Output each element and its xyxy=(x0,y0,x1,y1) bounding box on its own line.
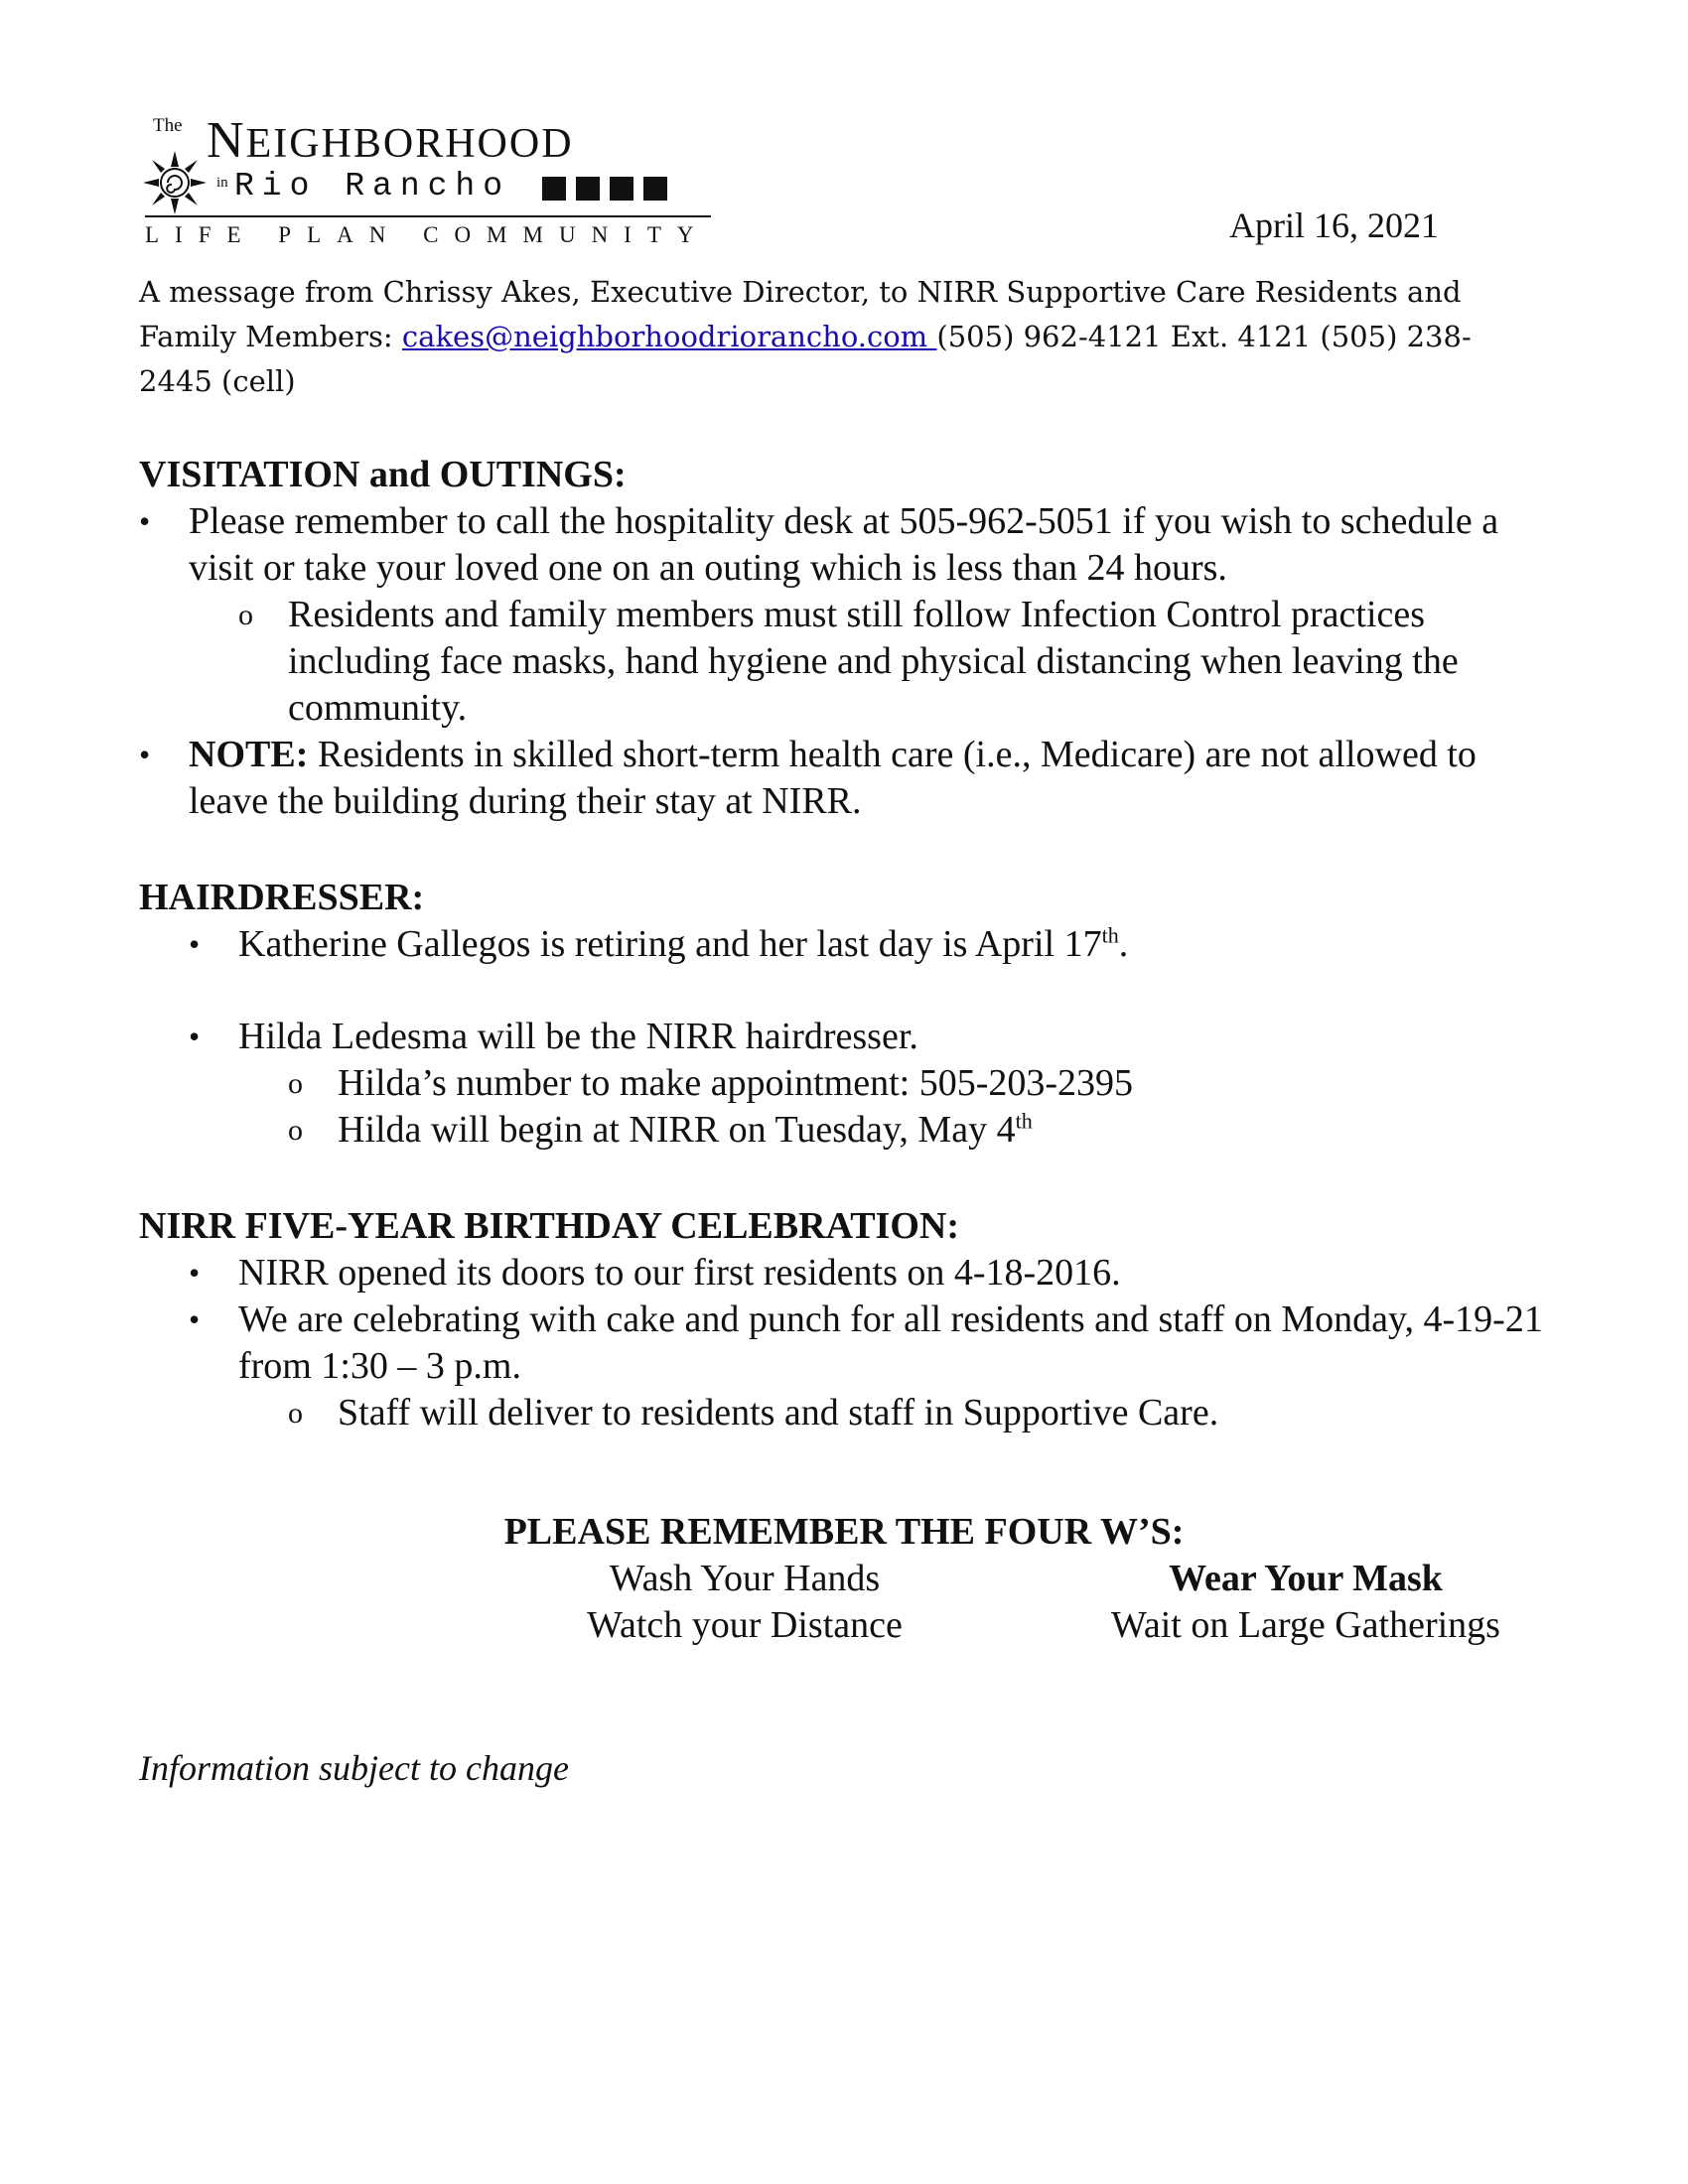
logo-squares xyxy=(542,177,667,201)
logo-the-text: The xyxy=(153,115,183,136)
intro-text: A message from Chrissy Akes, Executive Director, to NIRR Supportive Care Residents and Family Members: xyxy=(139,275,1462,353)
email-link[interactable]: cakes@neighborhoodriorancho.com xyxy=(401,320,937,353)
list-subitem: o Residents and family members must still follow Infection Control practices including face masks, hand hygiene and physical distancing when leaving the community. xyxy=(139,592,1549,732)
birthday-heading: NIRR FIVE-YEAR BIRTHDAY CELEBRATION: xyxy=(139,1205,959,1247)
hairdresser-heading: HAIRDRESSER: xyxy=(139,877,425,918)
four-ws-block xyxy=(0,1509,1688,1649)
list-subitem: o Hilda’s number to make appointment: 505-203-2395 xyxy=(139,1060,1549,1107)
list-item xyxy=(139,732,1549,825)
intro-phone-text: (505) 962-4121 Ext. 4121 (505) 238-2445 (cell) xyxy=(139,320,1472,398)
visitation-heading: VISITATION and OUTINGS: xyxy=(139,454,627,495)
list-item: • NIRR opened its doors to our first residents on 4-18-2016. xyxy=(139,1250,1549,1297)
list-subitem: o Hilda will begin at NIRR on Tuesday, May 4th xyxy=(139,1107,1549,1154)
intro-paragraph xyxy=(139,270,1509,404)
four-ws-heading: PLEASE REMEMBER THE FOUR W’S: xyxy=(503,1511,1185,1553)
letter-date: April 16, 2021 xyxy=(1229,205,1439,245)
four-ws-item: Watch your Distance xyxy=(587,1604,903,1646)
four-ws-item: Wear Your Mask xyxy=(1169,1558,1443,1599)
note-label: NOTE: xyxy=(189,734,309,775)
community-logo xyxy=(139,111,715,250)
list-item: • We are celebrating with cake and punch for all residents and staff on Monday, 4-19-21 from 1:30 – 3 p.m. xyxy=(139,1297,1549,1390)
birthday-list xyxy=(139,1250,1549,1436)
logo-name: NEIGHBORHOOD xyxy=(207,112,574,169)
logo-city: Rio Rancho xyxy=(234,168,511,205)
logo-divider xyxy=(145,215,711,217)
note-text: Residents in skilled short-term health care (i.e., Medicare) are not allowed to leave the building during their stay at NIRR. xyxy=(189,734,1477,822)
letter-body xyxy=(139,452,1549,1436)
list-subitem: o Staff will deliver to residents and staff in Supportive Care. xyxy=(139,1390,1549,1436)
four-ws-item: Wait on Large Gatherings xyxy=(1111,1604,1500,1646)
sun-spiral-icon xyxy=(139,147,211,218)
logo-tagline: LIFE PLAN COMMUNITY xyxy=(145,222,710,247)
visitation-list xyxy=(139,498,1549,825)
hairdresser-list xyxy=(139,921,1549,1154)
four-ws-item: Wash Your Hands xyxy=(609,1558,881,1599)
list-item: • Hilda Ledesma will be the NIRR hairdresser. xyxy=(139,1014,1549,1060)
list-item: • Please remember to call the hospitality desk at 505-962-5051 if you wish to schedule a visit or take your loved one on an outing which is less than 24 hours. xyxy=(139,498,1549,592)
list-item: • Katherine Gallegos is retiring and her last day is April 17th. xyxy=(139,921,1549,968)
footer-note: Information subject to change xyxy=(139,1748,569,1788)
logo-in-text: in xyxy=(216,175,228,191)
